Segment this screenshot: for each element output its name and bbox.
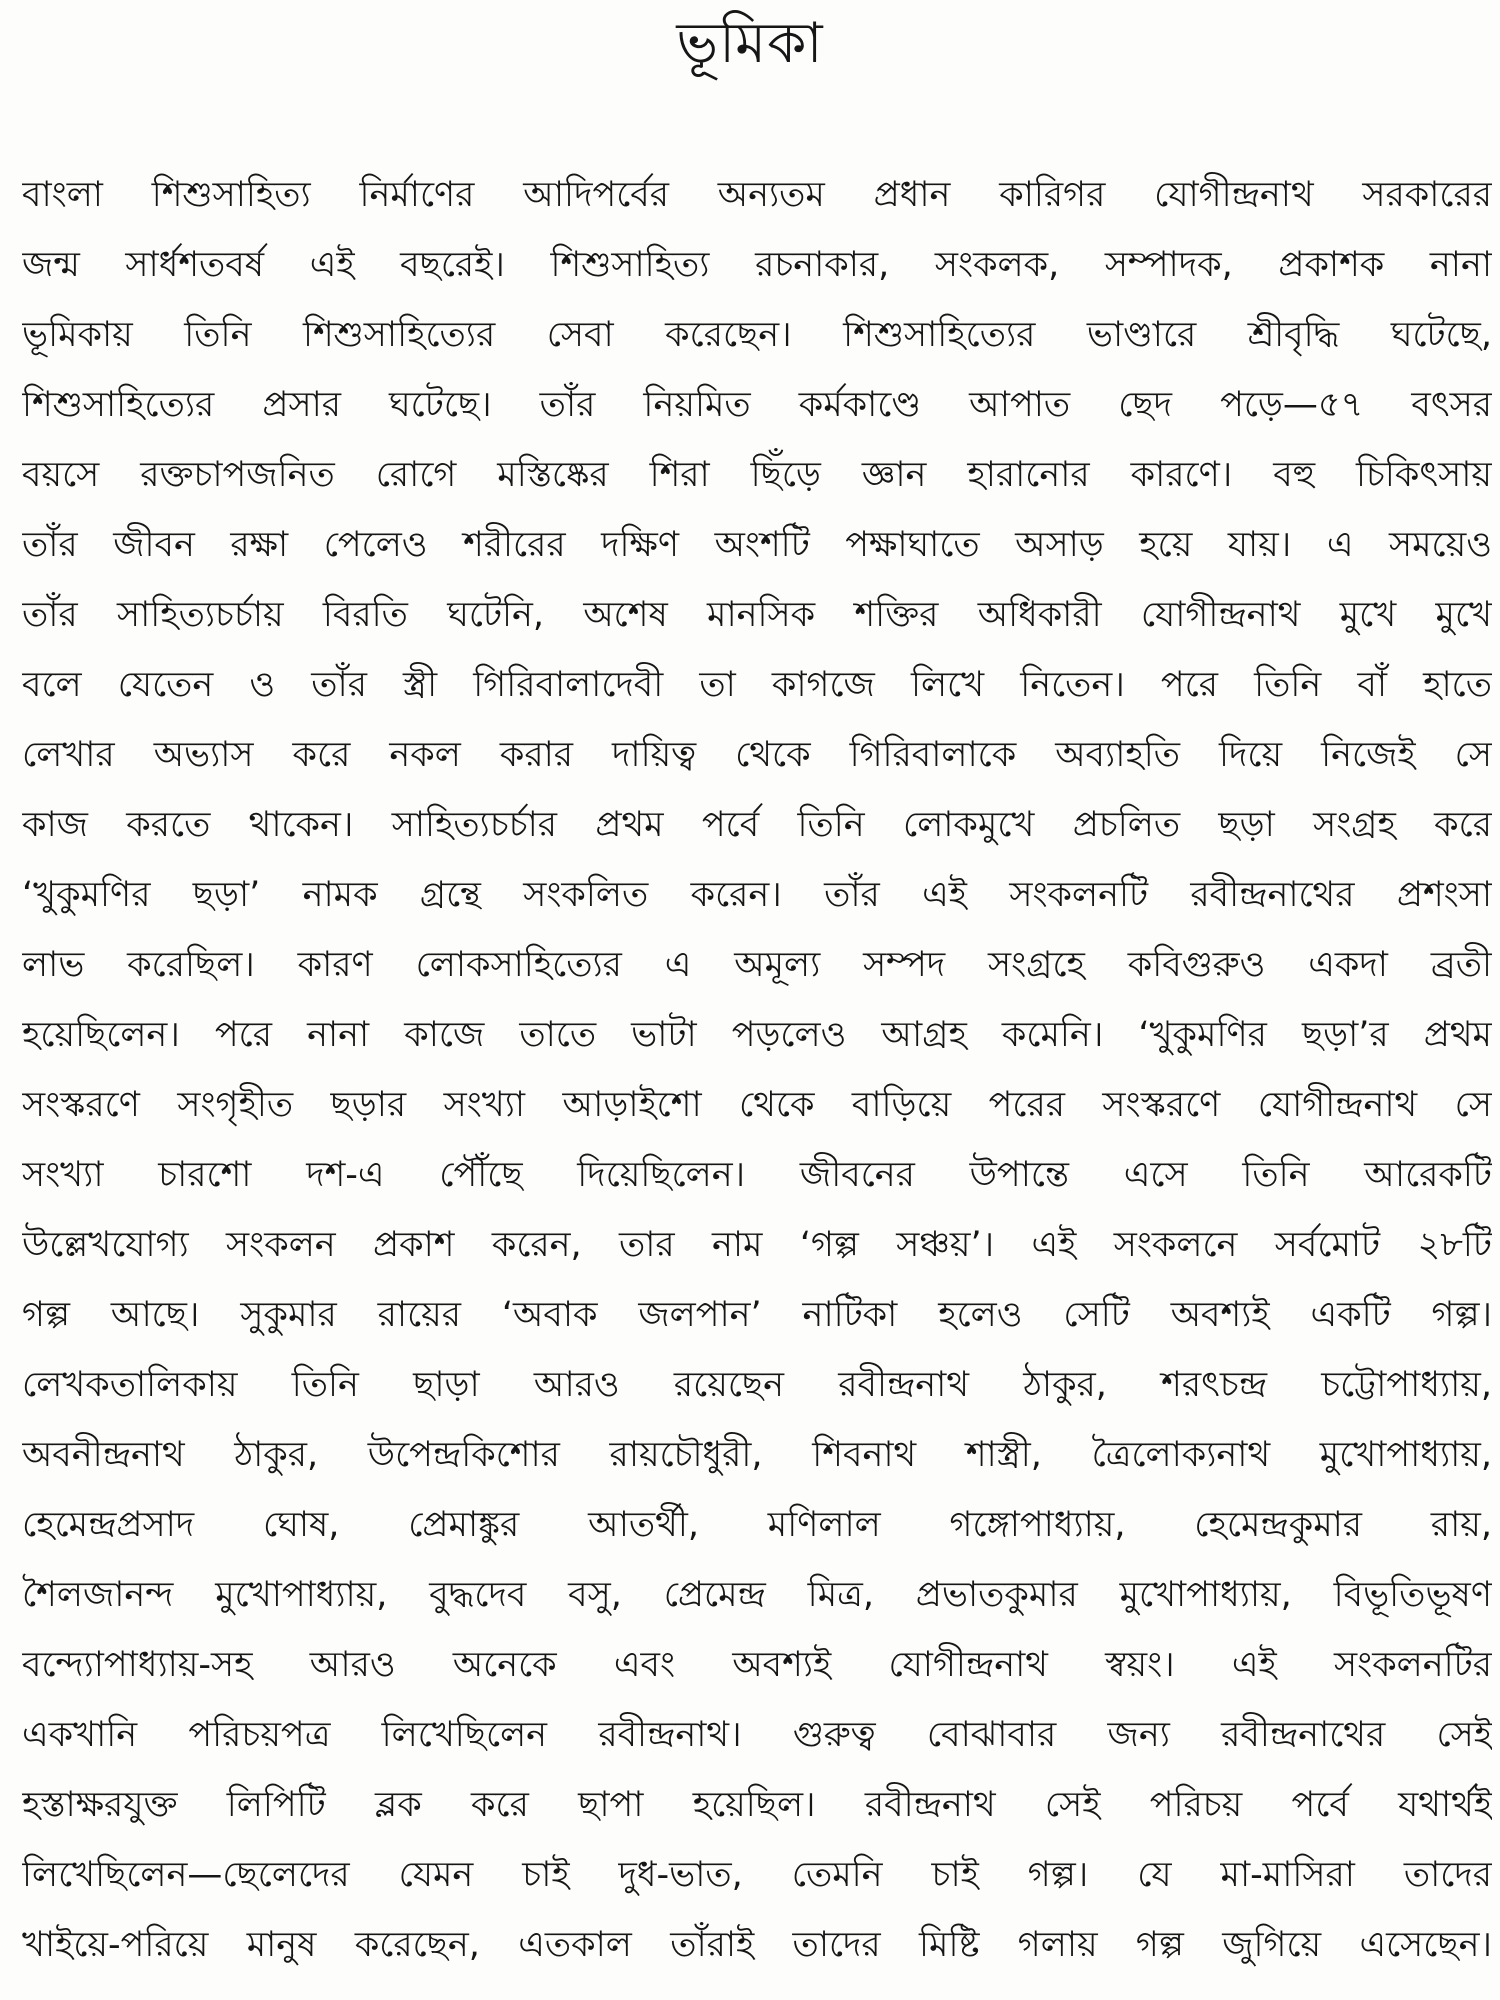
text-line: লাভ করেছিল। কারণ লোকসাহিত্যের এ অমূল্য সম্পদ সংগ্রহে কবিগুরুও একদা ব্রতী — [22, 945, 1492, 985]
text-line: খাইয়ে-পরিয়ে মানুষ করেছেন, এতকাল তাঁরাই তাদের মিষ্টি গলায় গল্প জুগিয়ে এসেছেন। — [22, 1925, 1492, 1965]
text-line: শিশুসাহিত্যের প্রসার ঘটেছে। তাঁর নিয়মিত কর্মকাণ্ডে আপাত ছেদ পড়ে—৫৭ বৎসর — [22, 385, 1492, 425]
text-line: বন্দ্যোপাধ্যায়-সহ আরও অনেকে এবং অবশ্যই যোগীন্দ্রনাথ স্বয়ং। এই সংকলনটির — [22, 1645, 1492, 1685]
text-line: সংখ্যা চারশো দশ-এ পৌঁছে দিয়েছিলেন। জীবনের উপান্তে এসে তিনি আরেকটি — [22, 1155, 1492, 1195]
text-line: গল্প আছে। সুকুমার রায়ের ‘অবাক জলপান’ নাটিকা হলেও সেটি অবশ্যই একটি গল্প। — [22, 1295, 1492, 1335]
text-line: শৈলজানন্দ মুখোপাধ্যায়, বুদ্ধদেব বসু, প্রেমেন্দ্র মিত্র, প্রভাতকুমার মুখোপাধ্যায়, বিভূতিভূষণ — [22, 1575, 1492, 1615]
text-line: অবনীন্দ্রনাথ ঠাকুর, উপেন্দ্রকিশোর রায়চৌধুরী, শিবনাথ শাস্ত্রী, ত্রৈলোক্যনাথ মুখোপাধ্যায়, — [22, 1435, 1492, 1475]
text-line: তাঁর সাহিত্যচর্চায় বিরতি ঘটেনি, অশেষ মানসিক শক্তির অধিকারী যোগীন্দ্রনাথ মুখে মুখে — [22, 595, 1492, 635]
text-line: বলে যেতেন ও তাঁর স্ত্রী গিরিবালাদেবী তা কাগজে লিখে নিতেন। পরে তিনি বাঁ হাতে — [22, 665, 1492, 705]
text-line: লিখেছিলেন—ছেলেদের যেমন চাই দুধ-ভাত, তেমনি চাই গল্প। যে মা-মাসিরা তাদের — [22, 1855, 1492, 1895]
text-line: হয়েছিলেন। পরে নানা কাজে তাতে ভাটা পড়লেও আগ্রহ কমেনি। ‘খুকুমণির ছড়া’র প্রথম — [22, 1015, 1492, 1055]
text-line: জন্ম সার্ধশতবর্ষ এই বছরেই। শিশুসাহিত্য রচনাকার, সংকলক, সম্পাদক, প্রকাশক নানা — [22, 245, 1492, 285]
body-paragraph — [22, 160, 1492, 1980]
text-line: তাঁর জীবন রক্ষা পেলেও শরীরের দক্ষিণ অংশটি পক্ষাঘাতে অসাড় হয়ে যায়। এ সময়েও — [22, 525, 1492, 565]
text-line: হস্তাক্ষরযুক্ত লিপিটি ব্লক করে ছাপা হয়েছিল। রবীন্দ্রনাথ সেই পরিচয় পর্বে যথার্থই — [22, 1785, 1492, 1825]
text-line: লেখার অভ্যাস করে নকল করার দায়িত্ব থেকে গিরিবালাকে অব্যাহতি দিয়ে নিজেই সে — [22, 735, 1492, 775]
text-line: ভূমিকায় তিনি শিশুসাহিত্যের সেবা করেছেন। শিশুসাহিত্যের ভাণ্ডারে শ্রীবৃদ্ধি ঘটেছে, — [22, 315, 1492, 355]
page-title: ভূমিকা — [676, 11, 824, 76]
text-line: একখানি পরিচয়পত্র লিখেছিলেন রবীন্দ্রনাথ। গুরুত্ব বোঝাবার জন্য রবীন্দ্রনাথের সেই — [22, 1715, 1492, 1755]
text-line: লেখকতালিকায় তিনি ছাড়া আরও রয়েছেন রবীন্দ্রনাথ ঠাকুর, শরৎচন্দ্র চট্টোপাধ্যায়, — [22, 1365, 1492, 1405]
text-line: বয়সে রক্তচাপজনিত রোগে মস্তিষ্কের শিরা ছিঁড়ে জ্ঞান হারানোর কারণে। বহু চিকিৎসায় — [22, 455, 1492, 495]
text-line: উল্লেখযোগ্য সংকলন প্রকাশ করেন, তার নাম ‘গল্প সঞ্চয়’। এই সংকলনে সর্বমোট ২৮টি — [22, 1225, 1492, 1265]
text-line: হেমেন্দ্রপ্রসাদ ঘোষ, প্রেমাঙ্কুর আতর্থী, মণিলাল গঙ্গোপাধ্যায়, হেমেন্দ্রকুমার রায়, — [22, 1505, 1492, 1545]
text-line: বাংলা শিশুসাহিত্য নির্মাণের আদিপর্বের অন্যতম প্রধান কারিগর যোগীন্দ্রনাথ সরকারের — [22, 175, 1492, 215]
text-line: কাজ করতে থাকেন। সাহিত্যচর্চার প্রথম পর্বে তিনি লোকমুখে প্রচলিত ছড়া সংগ্রহ করে — [22, 805, 1492, 845]
text-line: সংস্করণে সংগৃহীত ছড়ার সংখ্যা আড়াইশো থেকে বাড়িয়ে পরের সংস্করণে যোগীন্দ্রনাথ সে — [22, 1085, 1492, 1125]
text-line: ‘খুকুমণির ছড়া’ নামক গ্রন্থে সংকলিত করেন। তাঁর এই সংকলনটি রবীন্দ্রনাথের প্রশংসা — [22, 875, 1492, 915]
